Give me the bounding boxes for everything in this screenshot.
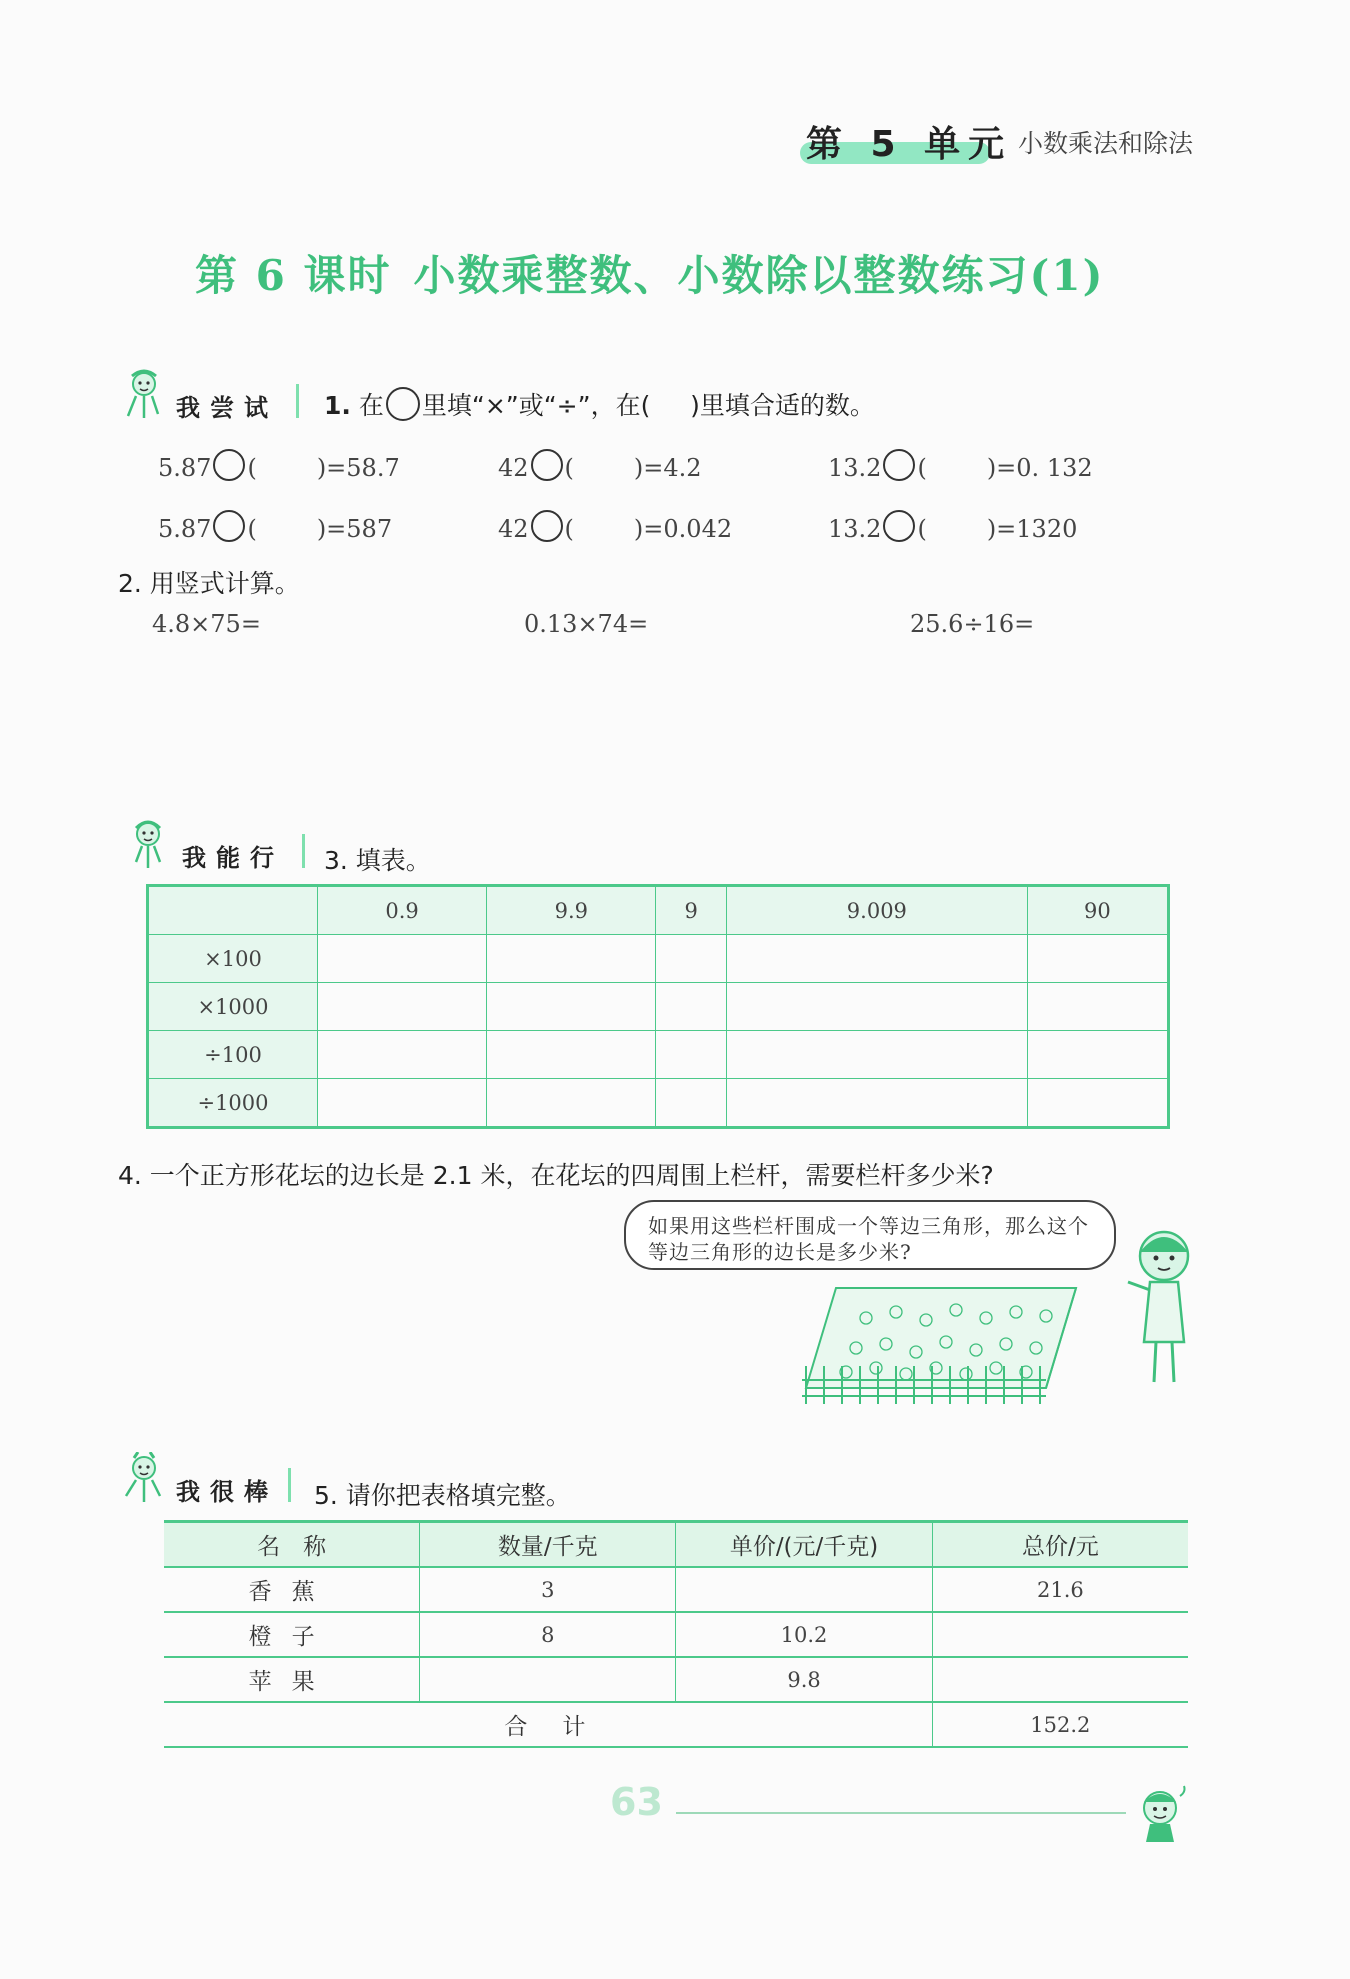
row-header: ÷1000 [148, 1079, 318, 1128]
column-header: 9.009 [727, 886, 1028, 935]
answer-cell[interactable] [487, 935, 656, 983]
flower-bed-icon [796, 1268, 1086, 1408]
operator-circle[interactable] [531, 449, 563, 481]
answer-cell[interactable] [727, 935, 1028, 983]
item-total[interactable] [932, 1657, 1188, 1702]
answer-cell[interactable] [318, 983, 487, 1031]
answer-cell[interactable] [318, 1079, 487, 1128]
table-header-row [164, 1522, 1188, 1568]
operator-circle[interactable] [883, 449, 915, 481]
answer-cell[interactable] [727, 983, 1028, 1031]
column-header: 数量/千克 [420, 1522, 676, 1568]
answer-cell[interactable] [727, 1079, 1028, 1128]
table-row [148, 1079, 1169, 1128]
q1-prompt [324, 386, 875, 422]
column-header: 9 [656, 886, 727, 935]
answer-cell[interactable] [1027, 983, 1168, 1031]
item-price[interactable] [676, 1567, 932, 1612]
sum-label: 合 计 [164, 1702, 932, 1747]
unit-subtitle: 小数乘法和除法 [1018, 129, 1194, 158]
operand: 13.2 [828, 454, 882, 482]
paren-open: ( [247, 515, 257, 543]
section-divider [302, 834, 305, 868]
item-qty: 8 [420, 1612, 676, 1657]
column-header: 90 [1027, 886, 1168, 935]
q1-expr-1-3 [828, 449, 1093, 482]
column-header: 名 称 [164, 1522, 420, 1568]
q1-expr-2-1 [158, 510, 392, 543]
q1-post: )里填合适的数。 [690, 391, 875, 420]
answer-cell[interactable] [656, 935, 727, 983]
answer-cell[interactable] [656, 1079, 727, 1128]
answer-cell[interactable] [1027, 935, 1168, 983]
paren-open: ( [564, 515, 574, 543]
item-name: 橙子 [164, 1612, 420, 1657]
item-qty: 3 [420, 1567, 676, 1612]
item-total[interactable] [932, 1612, 1188, 1657]
item-price: 10.2 [676, 1612, 932, 1657]
q5-title: 5. 请你把表格填完整。 [314, 1481, 571, 1510]
mascot-girl-icon [124, 818, 172, 874]
q2-item-1: 4.8×75= [152, 610, 261, 638]
q2-title: 2. 用竖式计算。 [118, 569, 300, 598]
column-header: 9.9 [487, 886, 656, 935]
result: )=0.042 [633, 515, 733, 543]
answer-cell[interactable] [656, 1031, 727, 1079]
answer-cell[interactable] [318, 1031, 487, 1079]
table-row [164, 1567, 1188, 1612]
table-row [164, 1612, 1188, 1657]
result: )=4.2 [633, 454, 702, 482]
column-header: 0.9 [318, 886, 487, 935]
q1-expr-2-3 [828, 510, 1077, 543]
mascot-boy-icon [1128, 1782, 1198, 1852]
answer-cell[interactable] [727, 1031, 1028, 1079]
mascot-girl-icon [118, 368, 166, 424]
operator-circle[interactable] [883, 510, 915, 542]
q5-table [164, 1520, 1188, 1748]
item-total: 21.6 [932, 1567, 1188, 1612]
operator-circle[interactable] [213, 449, 245, 481]
paren-open: ( [564, 454, 574, 482]
operator-circle[interactable] [213, 510, 245, 542]
answer-cell[interactable] [487, 1079, 656, 1128]
operand: 5.87 [158, 515, 212, 543]
answer-cell[interactable] [487, 1031, 656, 1079]
operand: 42 [498, 454, 529, 482]
q1-expr-1-1 [158, 449, 400, 482]
paren-open: ( [917, 515, 927, 543]
item-name: 香蕉 [164, 1567, 420, 1612]
answer-cell[interactable] [318, 935, 487, 983]
row-header: ×100 [148, 935, 318, 983]
section-badge-try [118, 382, 308, 422]
answer-cell[interactable] [487, 983, 656, 1031]
column-header: 单价/(元/千克) [676, 1522, 932, 1568]
q1-number: 1. [324, 391, 351, 420]
mascot-girl-icon [118, 1452, 166, 1508]
table-row [164, 1657, 1188, 1702]
result: )=58.7 [316, 454, 400, 482]
q2-item-2: 0.13×74= [524, 610, 649, 638]
section-divider [288, 1468, 291, 1502]
lesson-number: 第 6 课时 [195, 251, 392, 300]
q2-item-3: 25.6÷16= [910, 610, 1035, 638]
column-header: 总价/元 [932, 1522, 1188, 1568]
section-label-try: 我尝试 [176, 394, 278, 422]
girl-pointing-icon [1120, 1222, 1200, 1392]
table-row [164, 1702, 1188, 1747]
q3-title: 3. 填表。 [324, 846, 431, 875]
result: )=0. 132 [986, 454, 1093, 482]
table-corner [148, 886, 318, 935]
item-name: 苹果 [164, 1657, 420, 1702]
item-qty[interactable] [420, 1657, 676, 1702]
bubble-line-1: 如果用这些栏杆围成一个等边三角形，那么这个 [648, 1214, 1089, 1238]
section-badge-can [124, 832, 314, 872]
row-header: ×1000 [148, 983, 318, 1031]
row-header: ÷100 [148, 1031, 318, 1079]
table-row [148, 935, 1169, 983]
section-label-can: 我能行 [182, 844, 284, 872]
lesson-name: 小数乘整数、小数除以整数练习(1) [413, 251, 1105, 300]
q1-mid: 里填“×”或“÷”，在( [421, 391, 651, 420]
paren-open: ( [917, 454, 927, 482]
circle-blank-icon [386, 387, 420, 421]
table-row [148, 1031, 1169, 1079]
operator-circle[interactable] [531, 510, 563, 542]
answer-cell[interactable] [1027, 1079, 1168, 1128]
sum-total: 152.2 [932, 1702, 1188, 1747]
footer-rule [676, 1812, 1126, 1814]
operand: 5.87 [158, 454, 212, 482]
unit-header [800, 116, 1220, 166]
paren-open: ( [247, 454, 257, 482]
section-badge-great [118, 1466, 308, 1506]
q3-table [146, 884, 1170, 1129]
item-price: 9.8 [676, 1657, 932, 1702]
operand: 13.2 [828, 515, 882, 543]
q4-text: 4. 一个正方形花坛的边长是 2.1 米，在花坛的四周围上栏杆，需要栏杆多少米? [118, 1161, 994, 1190]
page-number: 63 [610, 1780, 663, 1824]
section-divider [296, 384, 299, 418]
q1-expr-2-2 [498, 510, 732, 543]
bubble-line-2: 等边三角形的边长是多少米? [648, 1240, 912, 1264]
speech-bubble [624, 1200, 1116, 1270]
table-header-row [148, 886, 1169, 935]
q1-expr-1-2 [498, 449, 702, 482]
unit-label: 第 5 单元 [806, 124, 1013, 165]
section-label-great: 我很棒 [176, 1478, 278, 1506]
table-row [148, 983, 1169, 1031]
result: )=1320 [986, 515, 1078, 543]
operand: 42 [498, 515, 529, 543]
answer-cell[interactable] [1027, 1031, 1168, 1079]
answer-cell[interactable] [656, 983, 727, 1031]
q1-pre: 在 [358, 391, 384, 420]
result: )=587 [316, 515, 393, 543]
lesson-title [195, 243, 1104, 303]
